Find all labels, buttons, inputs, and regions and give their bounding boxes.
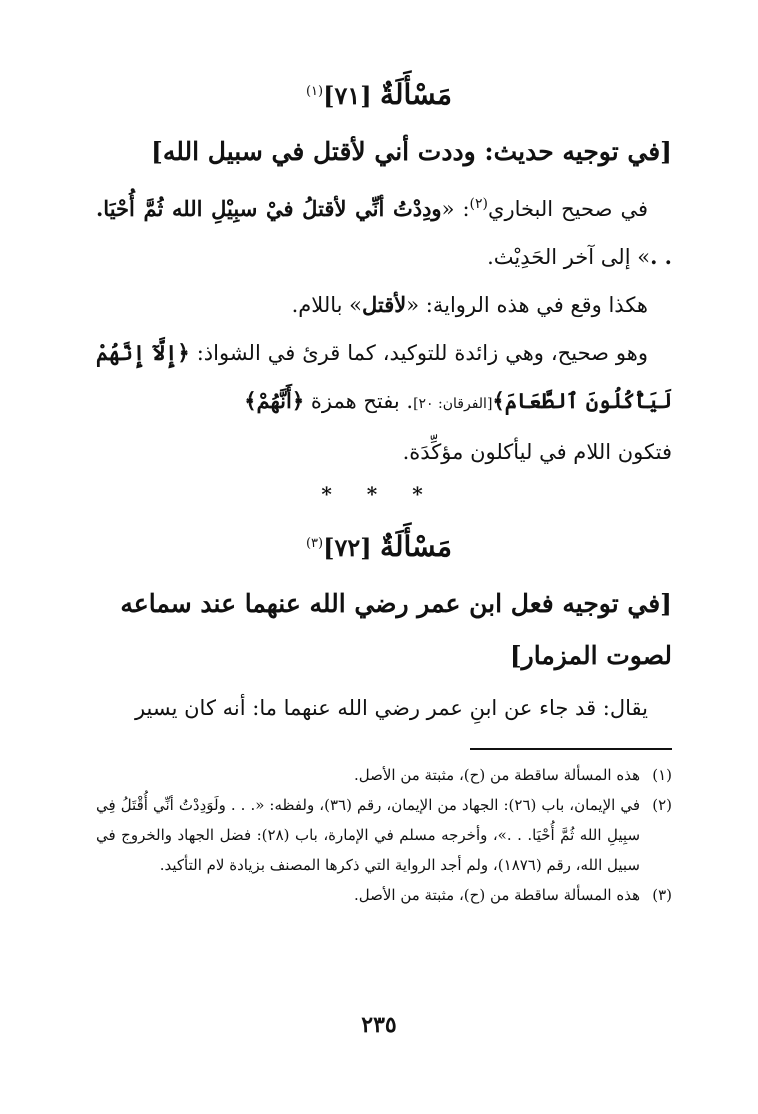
footnote-text: هذه المسألة ساقطة من (ح)، مثبتة من الأصل. bbox=[353, 886, 640, 904]
quote-open: : « bbox=[441, 197, 470, 221]
paragraph-bukhari bbox=[96, 180, 672, 281]
section-2-body bbox=[96, 684, 672, 732]
masala-number: [٧١] bbox=[323, 81, 372, 110]
footnote-marker: (٣) bbox=[305, 536, 324, 551]
paragraph-riwaya bbox=[96, 281, 672, 329]
section-1-body bbox=[96, 180, 672, 476]
masala-72-title bbox=[0, 530, 758, 563]
footnote-marker: (١) bbox=[305, 84, 324, 99]
highlight-word: لأقتل bbox=[362, 292, 407, 317]
quran-verse: ﴿إِلَّآ إِنَّهُمْ لَيَأْكُلُونَ ٱلطَّعَامَ﴾ bbox=[96, 340, 672, 413]
footnote-number: (٣) bbox=[652, 886, 672, 904]
page-number: ٢٣٥ bbox=[361, 1012, 397, 1038]
paragraph-tawkid bbox=[96, 329, 672, 428]
paragraph-ibn-umar: يقال: قد جاء عن ابنِ عمر رضي الله عنهما ما: أنه كان يسير bbox=[134, 696, 648, 720]
paragraph-conclusion: فتكون اللام في ليأكلون مؤكِّدَة. bbox=[402, 440, 672, 464]
section-heading-2: [في توجيه فعل ابن عمر رضي الله عنهما عند سماعه لصوت المزمار] bbox=[120, 589, 672, 670]
footnotes bbox=[96, 760, 672, 910]
paragraph-text: في صحيح البخاري bbox=[488, 197, 649, 221]
masala-word: مَسْأَلَةٌ bbox=[379, 78, 453, 111]
footnote-text: في الإيمان، باب (٢٦): الجهاد من الإيمان، رقم (٣٦)، ولفظه: «. . . ولَوَدِدْتُ أنِّي أُقْتَلُ فِي سبِيلِ الله ثُمَّ أُحْيَا. . .»، وأخرجه مسلم في الإمارة، باب (٢٨): فضل الجهاد والخروج في سبيل الله، رقم (١٨٧٦)، ولم أجد الرواية التي ذكرها المصنف بزيادة لام التأكيد. bbox=[96, 796, 641, 874]
paragraph-text: وهو صحيح، وهي زائدة للتوكيد، كما قرئ في الشواذ: bbox=[196, 341, 648, 365]
footnote-3 bbox=[96, 880, 672, 910]
paragraph-text: » إلى آخر الحَدِيْث. bbox=[487, 245, 651, 269]
footnote-number: (١) bbox=[652, 766, 672, 784]
footnote-text: هذه المسألة ساقطة من (ح)، مثبتة من الأصل. bbox=[353, 766, 640, 784]
paragraph-text: هكذا وقع في هذه الرواية: « bbox=[406, 293, 648, 317]
footnote-divider bbox=[470, 748, 672, 750]
footnote-number: (٢) bbox=[652, 796, 672, 814]
section-separator-stars: * * * bbox=[321, 482, 437, 506]
masala-number: [٧٢] bbox=[323, 533, 372, 562]
footnote-2 bbox=[96, 790, 672, 880]
hadith-quote: ودِدْتُ أنِّي لأقتلُ فيْ سبِيْلِ الله ثُمَّ أُحْيَا. . . bbox=[96, 196, 672, 269]
quran-word: ﴿أَنَّهُمْ﴾ bbox=[244, 388, 305, 413]
footnote-1 bbox=[96, 760, 672, 790]
verse-reference: [الفرقان: ٢٠] bbox=[413, 396, 493, 412]
footnote-marker: (٢) bbox=[469, 196, 489, 212]
section-heading-1: [في توجيه حديث: وددت أني لأقتل في سبيل الله] bbox=[151, 137, 672, 166]
masala-word: مَسْأَلَةٌ bbox=[379, 530, 453, 563]
paragraph-text: » باللام. bbox=[291, 293, 362, 317]
paragraph-text: . بفتح همزة bbox=[310, 389, 414, 413]
masala-71-title bbox=[0, 78, 758, 111]
